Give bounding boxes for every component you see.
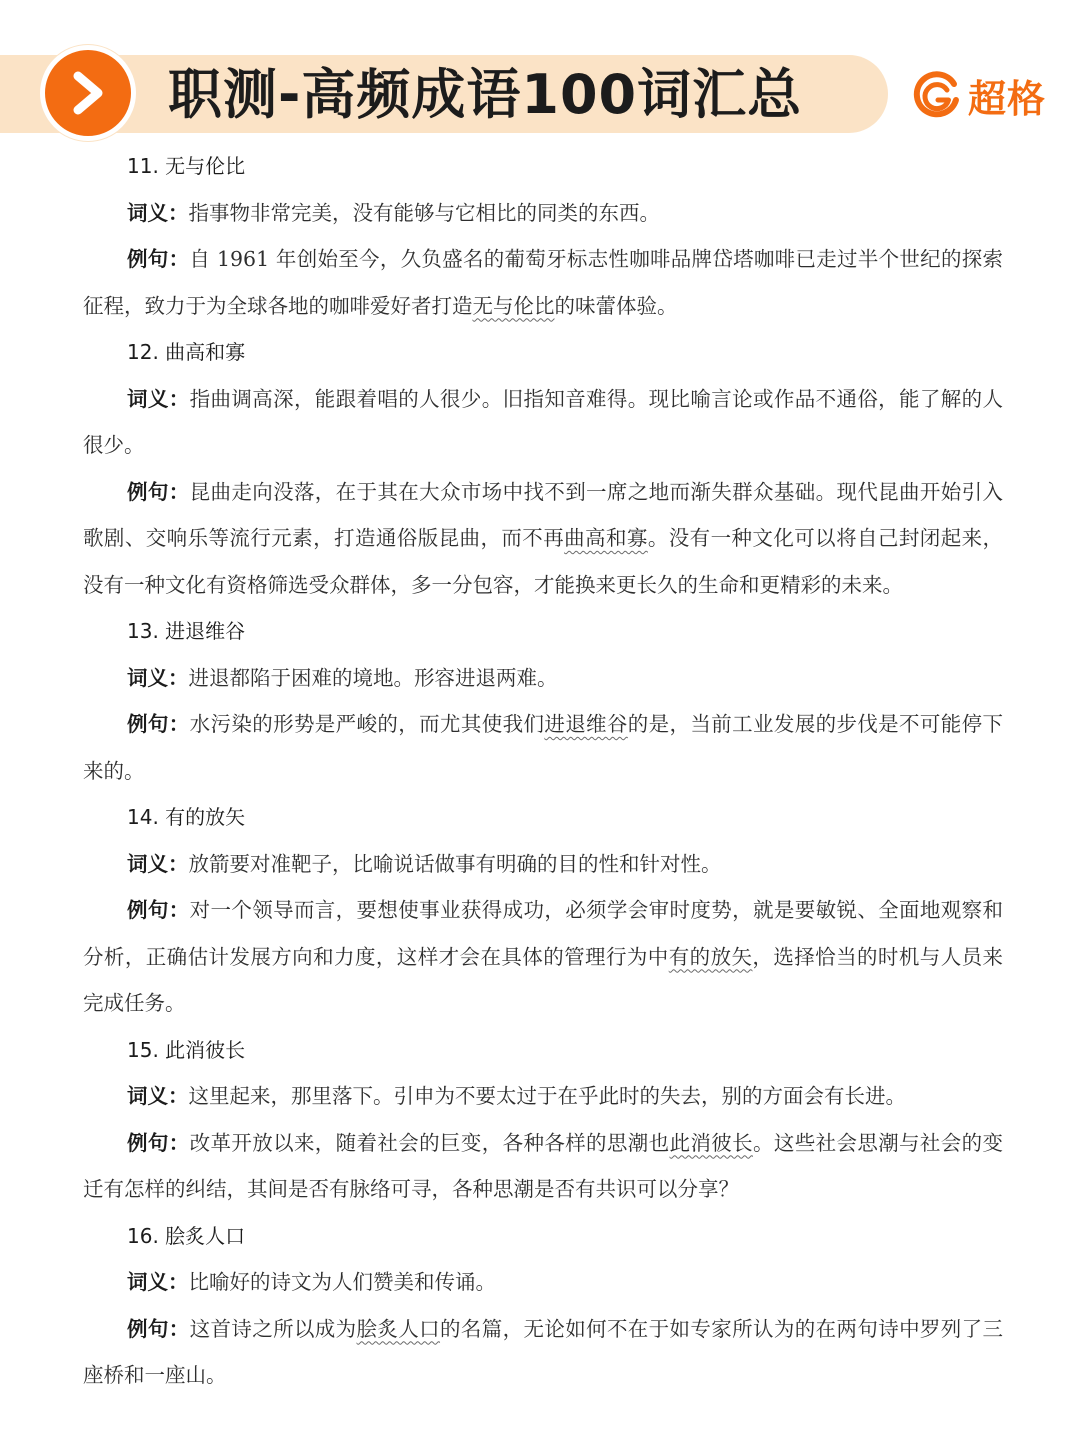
idiom-example [83, 469, 1003, 609]
idiom-meaning [83, 1073, 1003, 1120]
idiom-entry [83, 1213, 1003, 1399]
page-title: 职测-高频成语100词汇总 [168, 63, 803, 126]
meaning-text: 比喻好的诗文为人们赞美和传诵。 [188, 1270, 496, 1294]
example-text: 对一个领导而言，要想使事业获得成功，必须学会审时度势，就是要敏锐、全面地观察和分析，正确估计发展方向和力度，这样才会在具体的管理行为中 [83, 898, 1004, 969]
example-text-end: 。这些社会思潮与社会的变迁有怎样的纠结，其间是否有脉络可寻，各种思潮是否有共识可以分享？ [83, 1130, 1004, 1201]
example-text: 改革开放以来，随着社会的巨变，各种各样的思潮也 [189, 1130, 670, 1155]
example-label: 例句： [127, 479, 190, 504]
header-badge [40, 45, 136, 141]
example-label: 例句： [127, 1130, 190, 1155]
example-highlight: 进退维谷 [544, 712, 628, 736]
idiom-entry [83, 143, 1003, 329]
meaning-text: 这里起来，那里落下。引申为不要太过于在乎此时的失去，别的方面会有长进。 [188, 1084, 906, 1108]
idiom-meaning [83, 190, 1003, 237]
brand-logo [912, 68, 1046, 122]
example-text: 自 1961 年创始至今，久负盛名的葡萄牙标志性咖啡品牌岱塔咖啡已走过半个世纪的探索征程，致力于为全球各地的咖啡爱好者打造 [83, 247, 1004, 318]
idiom-title: 15. 此消彼长 [127, 1037, 246, 1062]
example-text: 水污染的形势是严峻的，而尤其使我们 [189, 712, 545, 736]
idiom-entry [83, 608, 1003, 794]
meaning-label: 词义： [127, 1270, 189, 1294]
idiom-meaning [83, 376, 1003, 469]
example-highlight: 此消彼长 [669, 1130, 753, 1155]
idiom-list [83, 143, 1003, 1399]
brand-g-icon [912, 70, 962, 120]
idiom-example [83, 1306, 1003, 1399]
header [0, 0, 1080, 150]
example-text: 这首诗之所以成为 [189, 1316, 357, 1341]
idiom-example [83, 887, 1003, 1027]
example-text-end: ，选择恰当的时机与人员来完成任务。 [83, 944, 1004, 1015]
meaning-label: 词义： [127, 200, 189, 225]
meaning-text: 放箭要对准靶子，比喻说话做事有明确的目的性和针对性。 [188, 851, 722, 876]
meaning-label: 词义： [127, 665, 189, 690]
meaning-label: 词义： [127, 386, 190, 411]
meaning-text: 指事物非常完美，没有能够与它相比的同类的东西。 [188, 200, 660, 225]
example-text-end: 的味蕾体验。 [554, 293, 678, 318]
example-highlight: 曲高和寡 [564, 526, 648, 550]
example-text-end: 。没有一种文化可以将自己封闭起来，没有一种文化有资格筛选受众群体，多一分包容，才能换来更长久的生命和更精彩的未来。 [83, 526, 1004, 597]
example-label: 例句： [127, 247, 190, 271]
example-text-end: 的名篇，无论如何不在于如专家所认为的在两句诗中罗列了三座桥和一座山。 [83, 1316, 1004, 1387]
meaning-label: 词义： [127, 851, 189, 876]
idiom-entry [83, 329, 1003, 608]
example-text: 昆曲走向没落，在于其在大众市场中找不到一席之地而渐失群众基础。现代昆曲开始引入歌剧、交响乐等流行元素，打造通俗版昆曲，而不再 [83, 479, 1004, 550]
brand-name: 超格 [968, 76, 1047, 121]
meaning-label: 词义： [127, 1084, 189, 1108]
idiom-meaning [83, 655, 1003, 702]
example-label: 例句： [127, 712, 190, 736]
example-text-end: 的是，当前工业发展的步伐是不可能停下来的。 [83, 712, 1004, 783]
idiom-title: 12. 曲高和寡 [127, 340, 246, 364]
example-label: 例句： [127, 898, 190, 922]
idiom-example [83, 701, 1003, 794]
meaning-text: 指曲调高深，能跟着唱的人很少。旧指知音难得。现比喻言论或作品不通俗，能了解的人很少。 [83, 386, 1004, 457]
idiom-title: 13. 进退维谷 [127, 619, 246, 643]
example-highlight: 脍炙人口 [356, 1316, 441, 1341]
idiom-example [83, 236, 1003, 329]
idiom-entry [83, 794, 1003, 1027]
idiom-title: 14. 有的放矢 [127, 805, 246, 829]
idiom-title: 11. 无与伦比 [127, 154, 246, 178]
example-highlight: 有的放矢 [668, 944, 753, 969]
idiom-entry [83, 1027, 1003, 1213]
idiom-example [83, 1120, 1003, 1213]
chevron-right-icon [67, 70, 111, 116]
idiom-title: 16. 脍炙人口 [127, 1223, 246, 1248]
idiom-meaning [83, 1259, 1003, 1306]
meaning-text: 进退都陷于困难的境地。形容进退两难。 [188, 665, 558, 690]
example-highlight: 无与伦比 [472, 293, 555, 318]
example-label: 例句： [127, 1316, 190, 1341]
idiom-meaning [83, 841, 1003, 888]
